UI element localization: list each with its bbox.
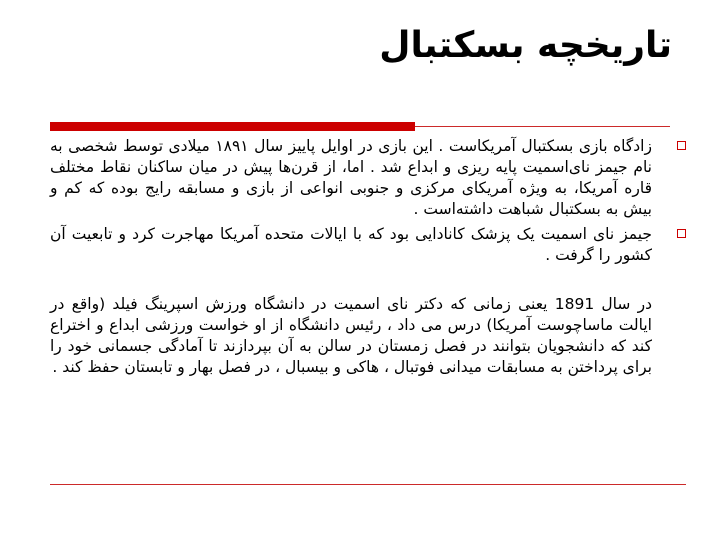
paragraph-underline [50, 484, 686, 485]
bullet-item [50, 224, 686, 266]
body-paragraph: در سال 1891 یعنی زمانی که دکتر نای اسمیت در دانشگاه ورزش اسپرینگ فیلد (واقع در ایالت ماساچوست آمریکا) درس می داد ، رئیس دانشگاه از او خواست ورزشی ابداع و اختراع کند که دانشجویان بتوانند در فصل زمستان در سالن به آن بپردازند تا آمادگی جسمانی خود را برای پرداختن به مسابقات میدانی فوتبال ، هاکی و بیسبال ، در فصل بهار و تابستان حفظ کند . [50, 295, 652, 376]
slide-title: تاریخچه بسکتبال [379, 25, 672, 66]
square-bullet-icon [677, 141, 686, 150]
bullet-text: جیمز نای اسمیت یک پزشک کانادایی بود که با ایالات متحده آمریکا مهاجرت کرد و تابعیت آن کشور را گرفت . [50, 225, 652, 264]
bullet-item [50, 136, 686, 220]
title-accent-bar [50, 122, 415, 131]
bullet-text: زادگاه بازی بسکتبال آمریکاست . این بازی در اوایل پاییز سال ۱۸۹۱ میلادی توسط شخصی به نام جیمز نای‌اسمیت پایه ریزی و ابداع شد . اما، از قرن‌ها پیش در میان ساکنان نقاط مختلف قاره آمریکا، به ویژه آمریکای مرکزی و جنوبی انواعی از بازی و مسابقه رایج بوده که کم و بیش به بسکتبال شباهت داشته‌است . [50, 137, 652, 218]
square-bullet-icon [677, 229, 686, 238]
slide-body [50, 136, 686, 378]
title-divider-line [415, 126, 670, 127]
